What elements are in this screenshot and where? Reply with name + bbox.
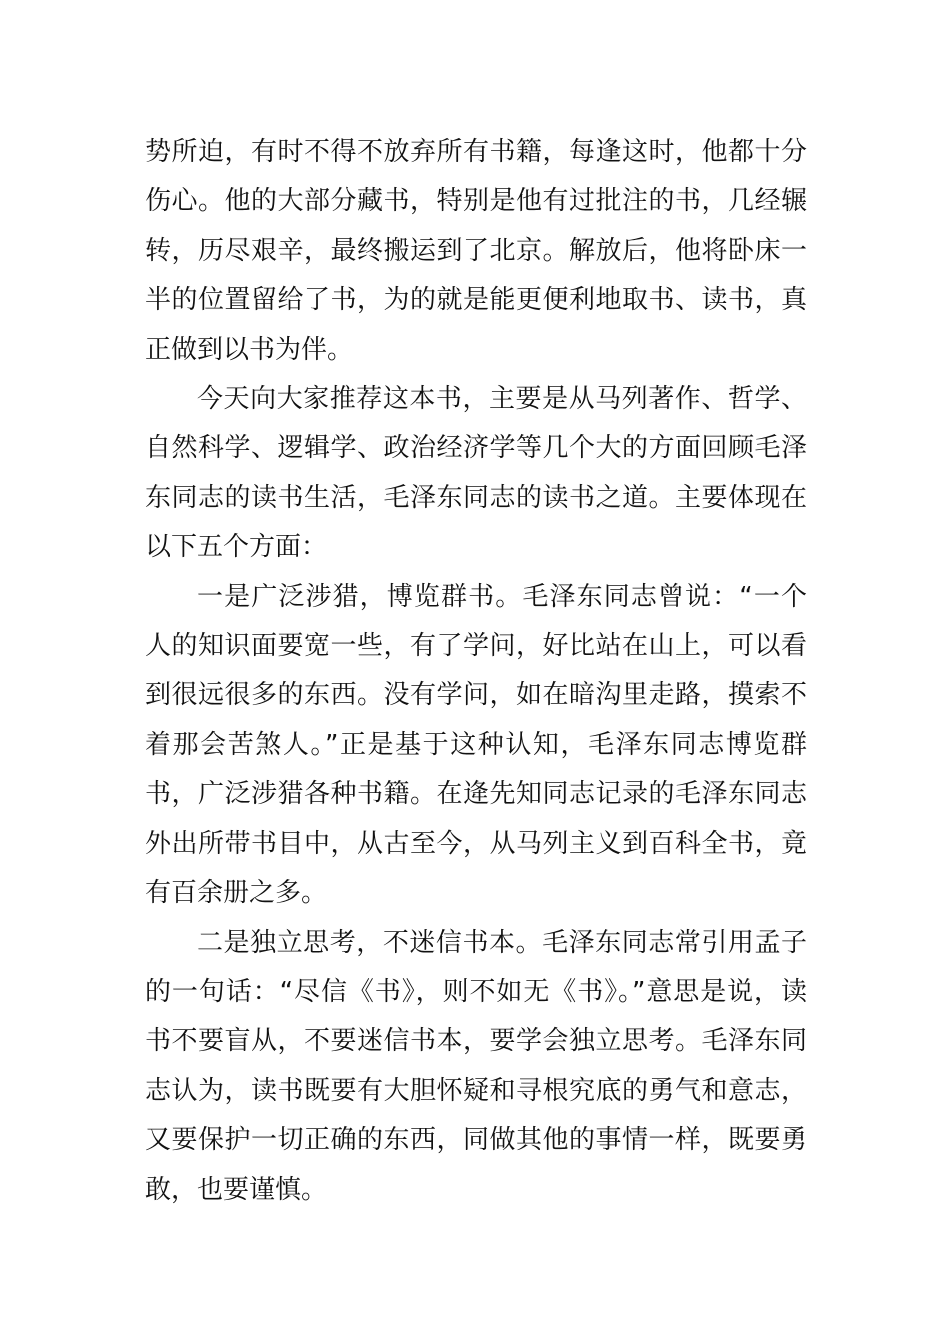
paragraph-point-two: 二是独立思考，不迷信书本。毛泽东同志常引用孟子的一句话：“尽信《书》，则不如无《书》。”意思是说，读书不要盲从，不要迷信书本，要学会独立思考。毛泽东同志认为，读书既要有大胆怀疑和寻根究底的勇气和意志，又要保护一切正确的东西，同做其他的事情一样，既要勇敢，也要谨慎。 <box>145 927 807 1205</box>
document-body <box>145 128 807 1215</box>
paragraph-book-recommendation: 今天向大家推荐这本书，主要是从马列著作、哲学、自然科学、逻辑学、政治经济学等几个大的方面回顾毛泽东同志的读书生活，毛泽东同志的读书之道。主要体现在以下五个方面： <box>145 384 807 563</box>
paragraph-point-one: 一是广泛涉猎，博览群书。毛泽东同志曾说：“一个人的知识面要宽一些，有了学问，好比站在山上，可以看到很远很多的东西。没有学问，如在暗沟里走路，摸索不着那会苦煞人。”正是基于这种认知，毛泽东同志博览群书，广泛涉猎各种书籍。在逄先知同志记录的毛泽东同志外出所带书目中，从古至今，从马列主义到百科全书，竟有百余册之多。 <box>145 581 807 909</box>
paragraph-continued: 势所迫，有时不得不放弃所有书籍，每逢这时，他都十分伤心。他的大部分藏书，特别是他有过批注的书，几经辗转，历尽艰辛，最终搬运到了北京。解放后，他将卧床一半的位置留给了书，为的就是能更便利地取书、读书，真正做到以书为伴。 <box>145 137 807 365</box>
